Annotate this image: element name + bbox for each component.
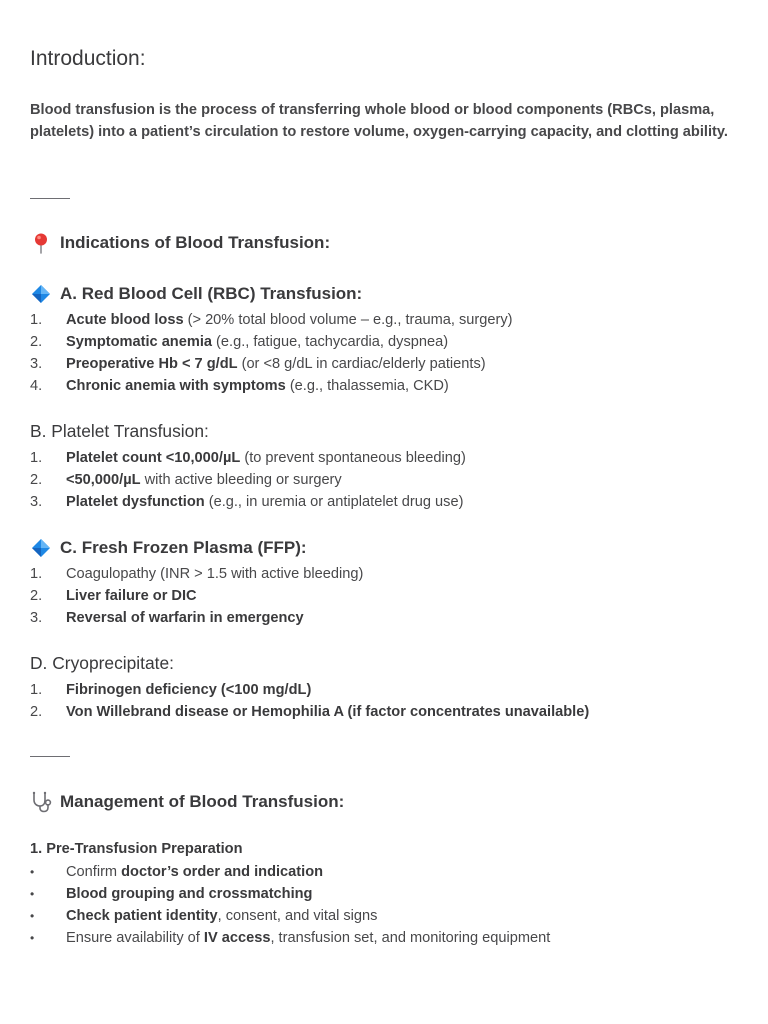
list-item: 2. <50,000/µL with active bleeding or surgery [30,472,342,488]
pre-transfusion-heading: 1. Pre-Transfusion Preparation [30,841,243,857]
section-divider [30,756,70,757]
list-item: 1. Acute blood loss (> 20% total blood volume – e.g., trauma, surgery) [30,312,513,328]
blue-diamond-icon [30,283,52,305]
cryo-indications-list [30,679,740,723]
cryoprecipitate-heading: D. Cryoprecipitate: [30,653,175,673]
rbc-indications-list [30,309,740,397]
rbc-transfusion-heading [30,283,362,305]
list-item: 2. Liver failure or DIC [30,588,197,604]
list-item: 1. Platelet count <10,000/µL (to prevent spontaneous bleeding) [30,450,466,466]
list-item: • Confirm doctor’s order and indication [30,864,324,880]
introduction-heading: Introduction: [30,47,146,70]
platelet-indications-list [30,447,740,513]
pre-transfusion-list [30,861,740,949]
management-heading-text: Management of Blood Transfusion: [60,792,345,811]
list-item: 3. Reversal of warfarin in emergency [30,610,304,626]
indications-heading-text: Indications of Blood Transfusion: [60,233,331,252]
pushpin-icon [30,232,52,254]
management-heading [30,791,344,813]
section-divider [30,198,70,199]
ffp-heading-text: C. Fresh Frozen Plasma (FFP): [60,538,307,557]
blue-diamond-icon [30,537,52,559]
list-item: 3. Preoperative Hb < 7 g/dL (or <8 g/dL in cardiac/elderly patients) [30,356,486,372]
list-item: 2. Von Willebrand disease or Hemophilia A (if factor concentrates unavailable) [30,704,590,720]
list-item: 1. Coagulopathy (INR > 1.5 with active bleeding) [30,566,364,582]
ffp-heading [30,537,307,559]
introduction-paragraph: Blood transfusion is the process of transferring whole blood or blood components (RBCs, plasma, platelets) into a patient’s circulation to restore volume, oxygen-carrying capacity, and clotting ability. [30,102,728,140]
indications-heading [30,232,330,254]
list-item: 2. Symptomatic anemia (e.g., fatigue, tachycardia, dyspnea) [30,334,449,350]
rbc-transfusion-heading-text: A. Red Blood Cell (RBC) Transfusion: [60,284,363,303]
platelet-transfusion-heading: B. Platelet Transfusion: [30,421,209,441]
list-item: • Ensure availability of IV access, transfusion set, and monitoring equipment [30,930,551,946]
list-item: 1. Fibrinogen deficiency (<100 mg/dL) [30,682,312,698]
list-item: • Blood grouping and crossmatching [30,886,313,902]
list-item: 3. Platelet dysfunction (e.g., in uremia or antiplatelet drug use) [30,494,464,510]
list-item: 4. Chronic anemia with symptoms (e.g., thalassemia, CKD) [30,378,449,394]
stethoscope-icon [30,791,52,813]
list-item: • Check patient identity, consent, and vital signs [30,908,378,924]
ffp-indications-list [30,563,740,629]
